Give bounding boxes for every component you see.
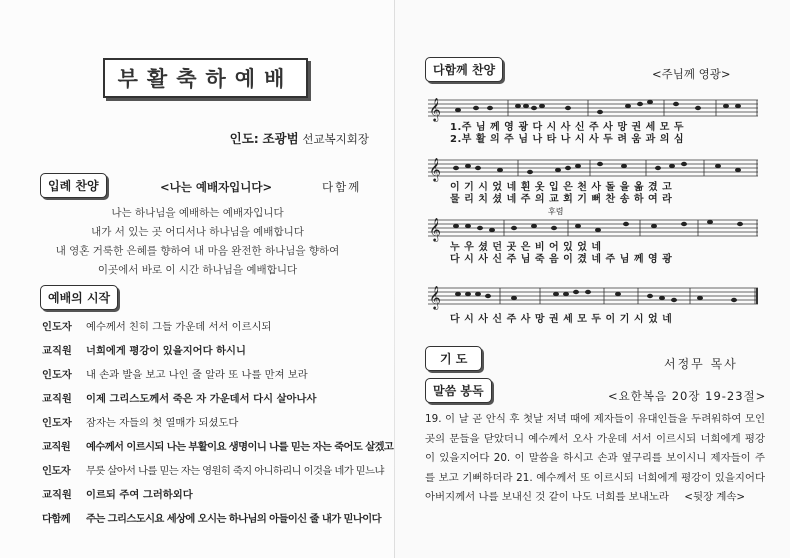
leader-name: 조광범 bbox=[262, 131, 299, 146]
praise-lyric-verse1: 이 기 시 었 네 흰 옷 입 은 천 사 돌 을 옮 겼 고 bbox=[450, 182, 673, 193]
praise-lyric-verse1: 1.주 님 께 영 광 다 시 사 신 주 사 망 권 세 모 두 bbox=[450, 122, 685, 133]
praise-lyrics-1 bbox=[450, 122, 758, 146]
prayer-pastor: 서정무 목사 bbox=[664, 357, 738, 371]
responsive-text: 너희에게 평강이 있을지어다 하시니 bbox=[86, 345, 246, 357]
entrance-label: 입례 찬양 bbox=[40, 173, 107, 198]
praise-lyric-verse1: 누 우 셨 던 곳 은 비 어 있 었 네 bbox=[450, 242, 602, 253]
responsive-speaker: 인도자 bbox=[42, 417, 72, 429]
responsive-speaker: 인도자 bbox=[42, 369, 72, 381]
leader-line bbox=[230, 129, 369, 147]
praise-label: 다함께 찬양 bbox=[425, 57, 503, 82]
svg-text:𝄞: 𝄞 bbox=[429, 285, 441, 309]
scripture-reference: <요한복음 20장 19-23절> bbox=[608, 389, 767, 403]
responsive-text: 무릇 살아서 나를 믿는 자는 영원히 죽지 아니하리니 이것을 네가 믿느냐 bbox=[86, 465, 384, 477]
entrance-lyric-3: 내 영혼 거룩한 은혜를 향하여 내 마음 완전한 하나님을 향하여 bbox=[55, 245, 340, 257]
prayer-label: 기 도 bbox=[425, 346, 482, 371]
music-notation-icon bbox=[428, 214, 758, 242]
responsive-text: 이르되 주여 그러하외다 bbox=[86, 489, 193, 501]
praise-lyric-verse1: 다 시 사 신 주 사 망 권 세 모 두 이 기 시 었 네 bbox=[450, 314, 673, 325]
responsive-speaker: 교직원 bbox=[42, 489, 72, 501]
responsive-speaker: 교직원 bbox=[42, 441, 71, 453]
svg-text:𝄞: 𝄞 bbox=[429, 97, 441, 121]
praise-lyric-verse2: 물 리 치 셨 네 주 의 교 회 기 뻐 찬 송 하 여 라 bbox=[450, 194, 673, 205]
responsive-row bbox=[42, 510, 381, 525]
responsive-speaker: 교직원 bbox=[42, 393, 72, 405]
responsive-row bbox=[42, 318, 271, 333]
service-title-box bbox=[103, 58, 308, 98]
svg-text:𝄞: 𝄞 bbox=[429, 217, 441, 241]
responsive-text: 주는 그리스도시요 세상에 오시는 하나님의 아들이신 줄 내가 믿나이다 bbox=[86, 513, 381, 525]
responsive-row bbox=[42, 486, 193, 501]
service-title: 부활축하예배 bbox=[117, 67, 294, 91]
responsive-text: 이제 그리스도께서 죽은 자 가운데서 다시 살아나사 bbox=[86, 393, 317, 405]
praise-lyrics-3 bbox=[450, 242, 758, 266]
entrance-hymn-title: <나는 예배자입니다> bbox=[160, 180, 273, 194]
continued-note: <뒷장 계속> bbox=[684, 491, 746, 504]
responsive-row bbox=[42, 366, 308, 381]
responsive-row bbox=[42, 414, 238, 429]
responsive-speaker: 교직원 bbox=[42, 345, 72, 357]
responsive-speaker: 인도자 bbox=[42, 321, 72, 333]
leader-role: 선교복지회장 bbox=[302, 132, 369, 146]
responsive-row bbox=[42, 342, 246, 357]
entrance-lyric-2: 내가 서 있는 곳 어디서나 하나님을 예배합니다 bbox=[91, 226, 304, 238]
responsive-text: 예수께서 이르시되 나는 부활이요 생명이니 나를 믿는 자는 죽어도 살겠고 bbox=[86, 441, 394, 453]
entrance-lyric-4: 이곳에서 바로 이 시간 하나님을 예배합니다 bbox=[97, 264, 298, 276]
responsive-row bbox=[42, 462, 384, 477]
praise-lyrics-4 bbox=[450, 314, 758, 326]
responsive-row bbox=[42, 390, 316, 405]
music-notation-icon bbox=[428, 282, 758, 310]
scripture-label: 말씀 봉독 bbox=[425, 378, 492, 403]
music-staff-2 bbox=[428, 154, 758, 182]
music-staff-1 bbox=[428, 94, 758, 122]
svg-text:𝄞: 𝄞 bbox=[429, 157, 441, 181]
praise-lyric-verse2: 다 시 사 신 주 님 죽 음 이 겼 네 주 님 께 영 광 bbox=[450, 254, 673, 265]
scripture-text: 19. 이 날 곧 안식 후 첫날 저녁 때에 제자들이 유대인들을 두려워하여 모인 곳의 문들을 닫았더니 예수께서 오사 가운데 서서 이르시되 너희에게 평강이 있을지어다 20. 이 말씀을 하시고 손과 옆구리를 보이시니 제자들이 주를 보고 기뻐하더라 21. 예수께서 또 이르시되 너희에게 평강이 있을지어다 아버지께서 나를 보내신 것 같이 나도 너희를 보내노라 bbox=[425, 413, 765, 504]
praise-lyrics-2 bbox=[450, 182, 758, 206]
music-notation-icon bbox=[428, 154, 758, 182]
music-staff-3 bbox=[428, 214, 758, 242]
music-staff-4 bbox=[428, 282, 758, 310]
scripture-text-block bbox=[425, 410, 765, 508]
responsive-speaker: 인도자 bbox=[42, 465, 71, 477]
entrance-lyric-1: 나는 하나님을 예배하는 예배자입니다 bbox=[111, 207, 284, 219]
responsive-text: 잠자는 자들의 첫 열매가 되셨도다 bbox=[86, 417, 239, 429]
responsive-row bbox=[42, 438, 393, 453]
leader-label: 인도: bbox=[229, 131, 259, 146]
praise-hymn-title: <주님께 영광> bbox=[652, 67, 731, 81]
music-notation-icon bbox=[428, 94, 758, 122]
entrance-composer: 다함께 bbox=[322, 180, 362, 194]
praise-lyric-verse2: 2.부 활 의 주 님 나 타 나 시 사 두 려 움 과 의 심 bbox=[450, 134, 685, 145]
responsive-speaker: 다함께 bbox=[42, 513, 71, 525]
responsive-text: 내 손과 발을 보고 나인 줄 알라 또 나를 만져 보라 bbox=[86, 369, 308, 381]
refrain-mark: 후렴 bbox=[548, 207, 564, 216]
responsive-text: 예수께서 친히 그들 가운데 서서 이르시되 bbox=[86, 321, 272, 333]
opening-label: 예배의 시작 bbox=[40, 285, 118, 310]
